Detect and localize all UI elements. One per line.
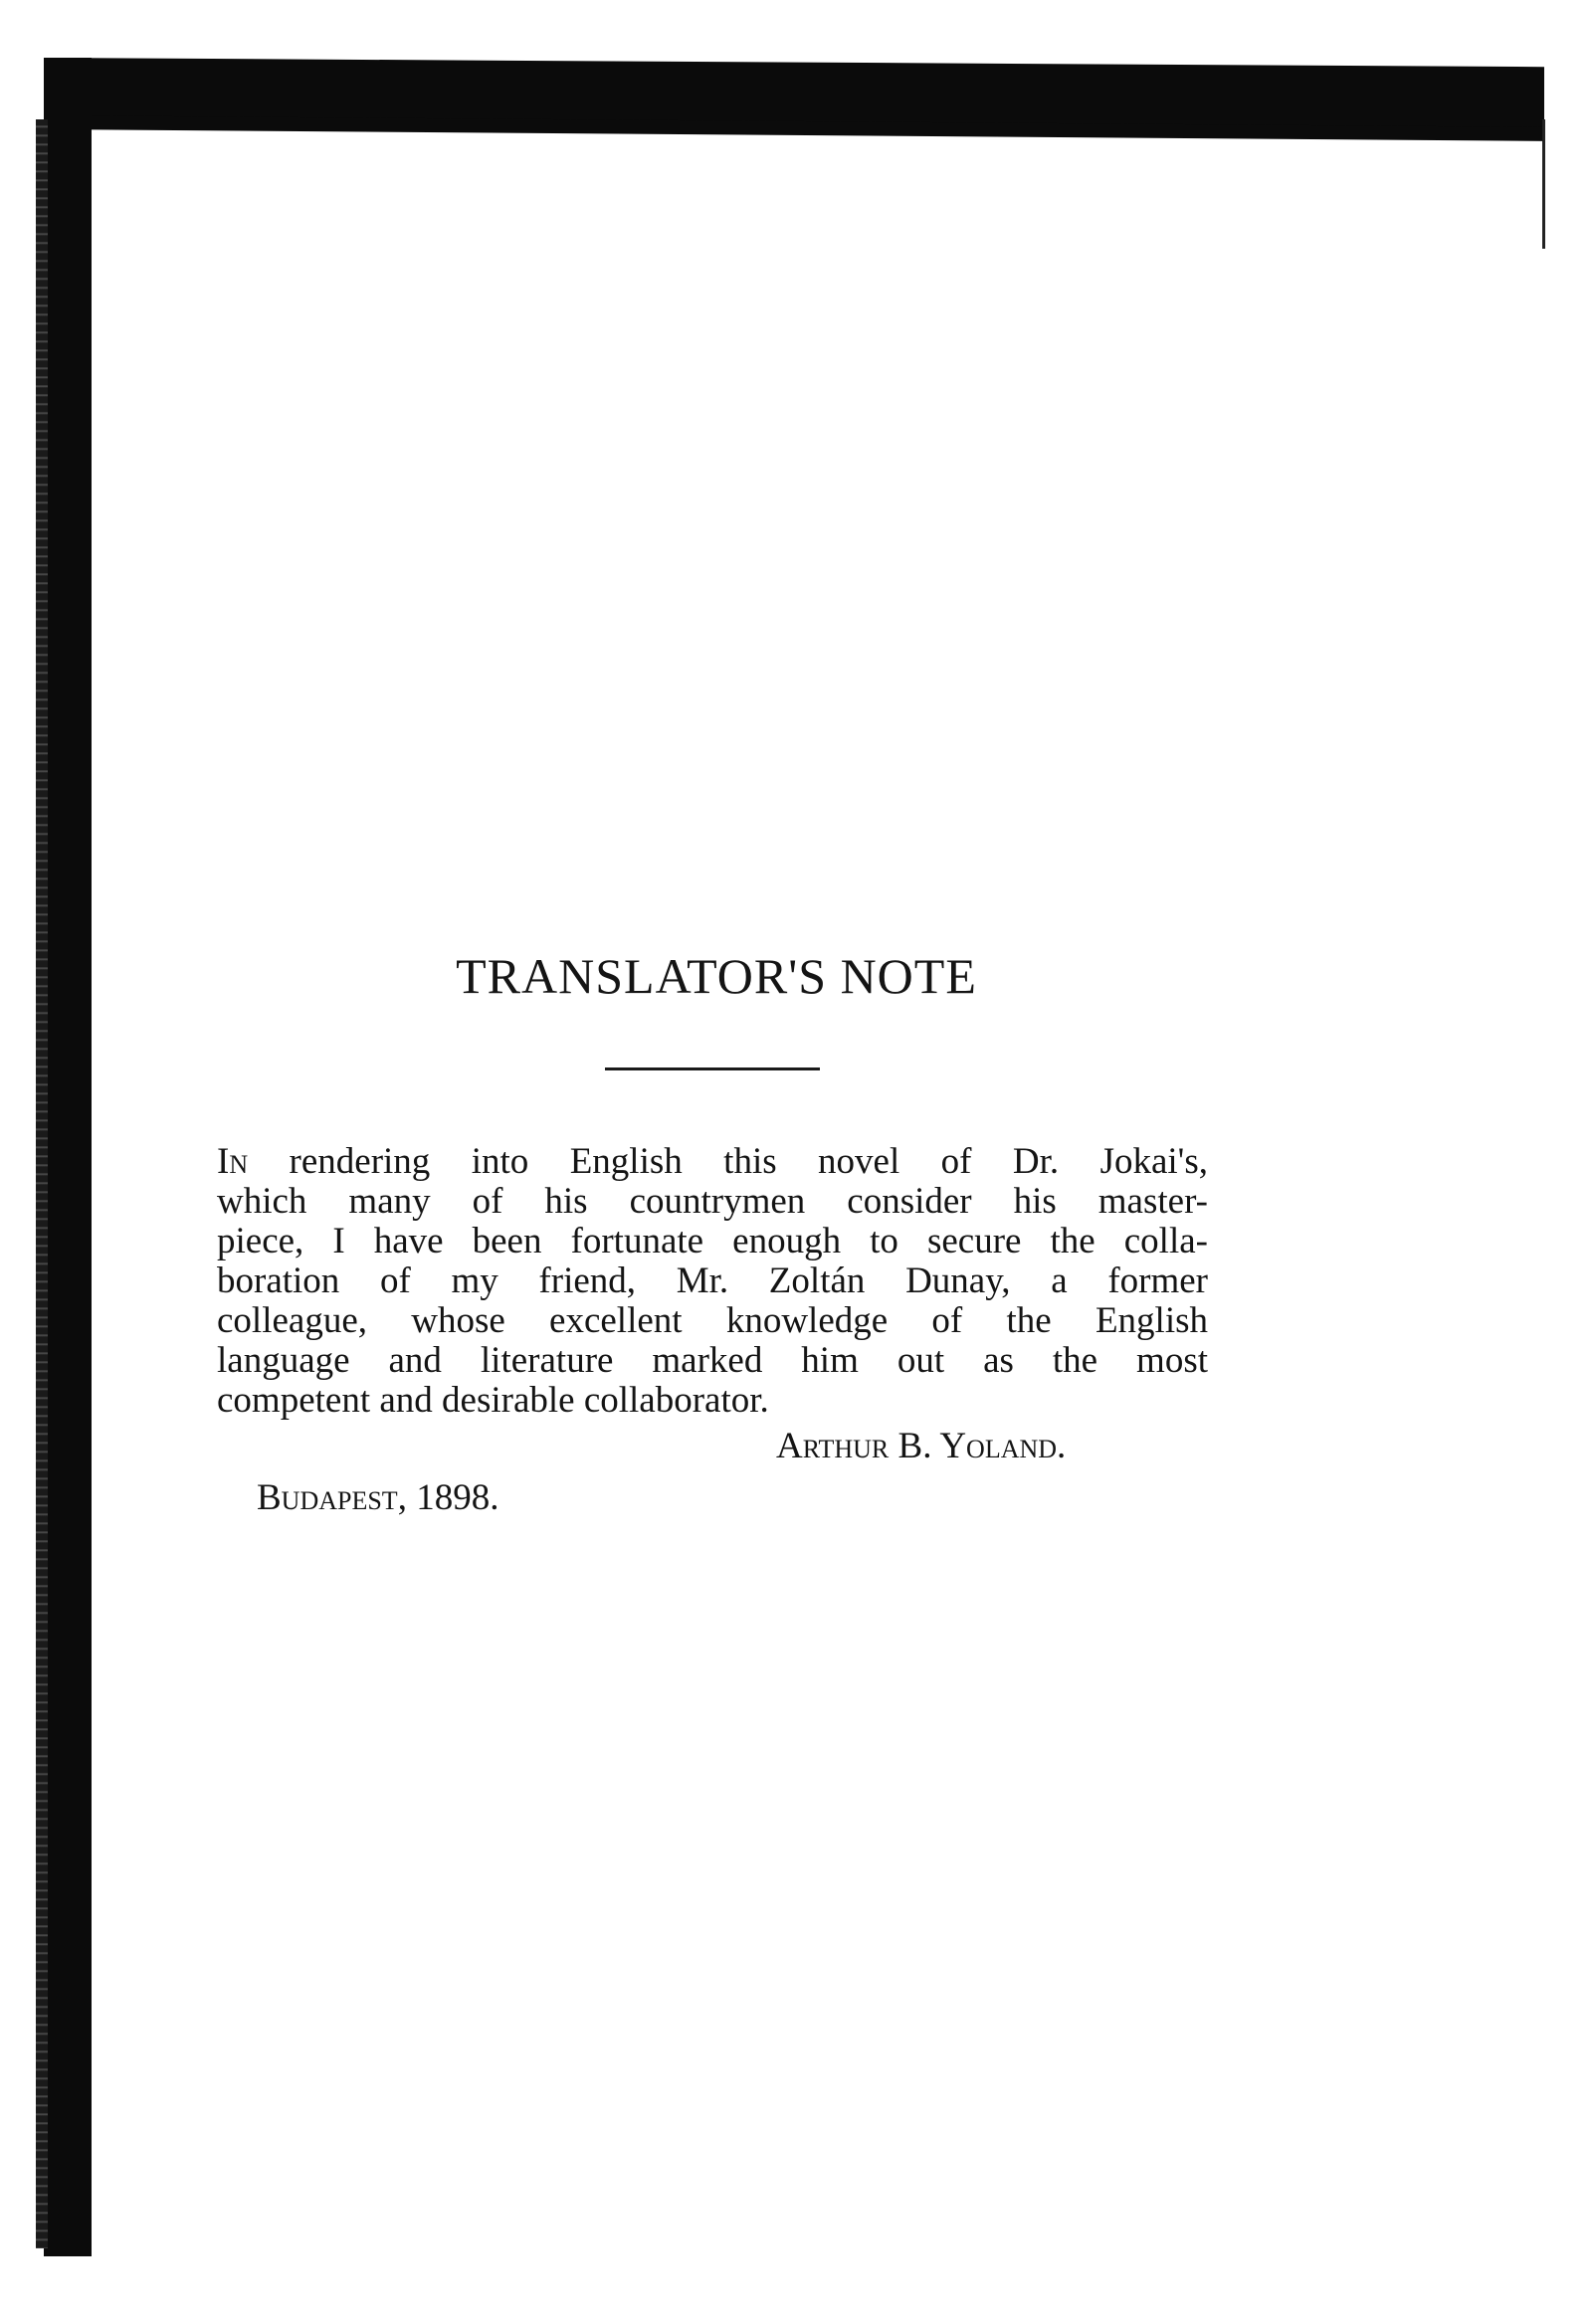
paragraph-line-2: which many of his countrymen consider his master- [217, 1181, 1208, 1222]
paragraph-line-1: In rendering into English this novel of Dr. Jokai's, [217, 1141, 1208, 1182]
scan-edge-left [44, 58, 92, 2256]
scan-edge-left-texture [36, 119, 48, 2248]
paragraph-lead-word: In [217, 1141, 249, 1182]
place-and-date: Budapest, 1898. [257, 1477, 499, 1518]
paragraph-line-4: boration of my friend, Mr. Zoltán Dunay, a former [217, 1260, 1208, 1301]
scan-edge-right [1542, 119, 1545, 249]
translator-signature: Arthur B. Yoland. [776, 1426, 1067, 1466]
paragraph-line-3: piece, I have been fortunate enough to secure the colla- [217, 1221, 1208, 1261]
title-rule [605, 1067, 820, 1070]
note-paragraph [217, 1142, 1208, 1421]
page-title: TRANSLATOR'S NOTE [456, 948, 977, 1004]
paragraph-line-6: language and literature marked him out as the most [217, 1340, 1208, 1381]
paragraph-line-7: competent and desirable collaborator. [217, 1380, 769, 1421]
paragraph-line-5: colleague, whose excellent knowledge of the English [217, 1300, 1208, 1341]
